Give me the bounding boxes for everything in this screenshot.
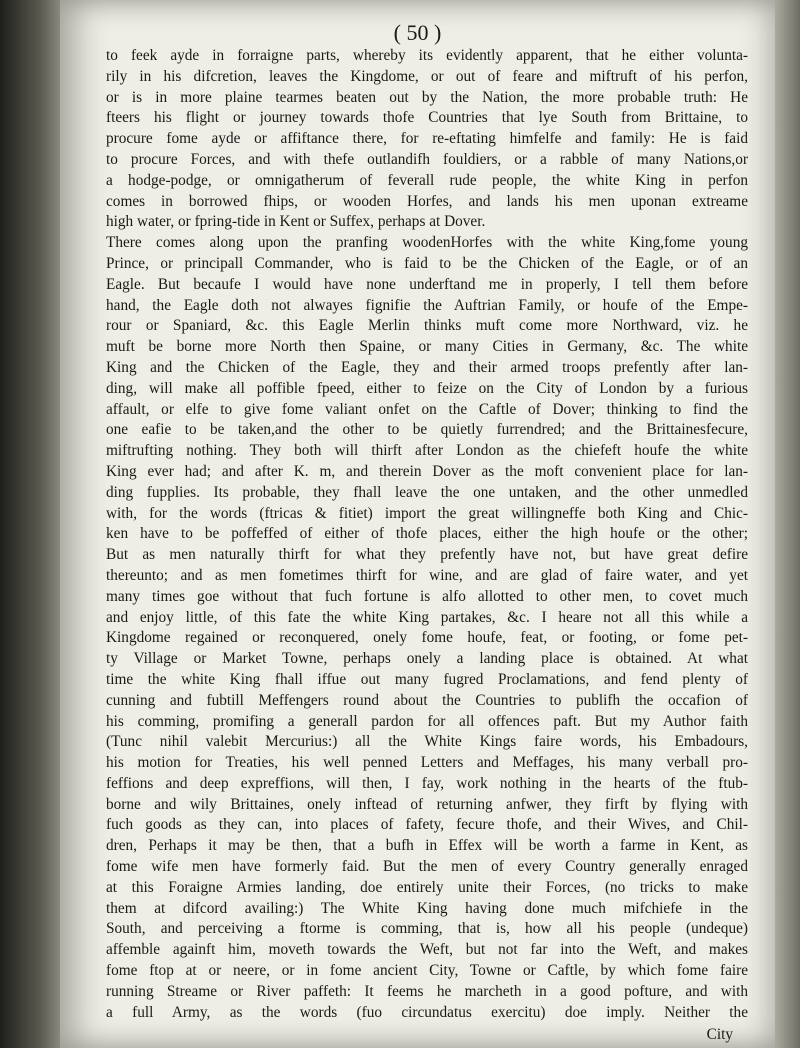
book-page [60, 0, 775, 1048]
text-line: at this Foraigne Armies landing, doe entirely unite their Forces, (no tricks to make [106, 878, 748, 896]
text-line: high water, or fpring-tide in Kent or Suffex, perhaps at Dover. [106, 213, 486, 231]
text-line: running Streame or River paffeth: It feems he marcheth in a good pofture, and with [106, 982, 748, 1000]
text-line: ding fupplies. Its probable, they fhall leave the one untaken, and the other unmedled [106, 483, 748, 501]
page-body-text [106, 46, 748, 1023]
text-line: time the white King fhall iffue out many fugred Proclamations, and fend plenty of [106, 670, 748, 688]
text-line: ken have to be poffeffed of either of thofe places, either the high houfe or the other; [106, 525, 748, 543]
text-line: thereunto; and as men fometimes thirft for wine, and are glad of faire water, and yet [106, 566, 748, 584]
text-line: rour or Spaniard, &c. this Eagle Merlin thinks muft come more Northward, viz. he [106, 317, 748, 335]
text-line: comes in borrowed fhips, or wooden Horfes, and lands his men uponan extreame [106, 192, 748, 210]
text-line: affault, or elfe to give fome valiant onfet on the Caftle of Dover; thinking to find the [106, 400, 748, 418]
text-line: Eagle. But becaufe I would have none underftand me in properly, I tell them before [106, 275, 748, 293]
text-line: Kingdome regained or reconquered, onely fome houfe, feat, or footing, or fome pet- [106, 629, 748, 647]
text-line: his motion for Treaties, his well penned Letters and Meffages, his many verball pro- [106, 754, 748, 772]
text-line: one eafie to be taken,and the other to be quietly furrendred; and the Brittainesfecure, [106, 421, 748, 439]
text-line: a full Army, as the words (fuo circundatus exercitu) doe imply. Neither the [106, 1003, 748, 1021]
text-line: fteers his flight or journey towards thofe Countries that lye South from Brittaine, to [106, 109, 748, 127]
text-line: But as men naturally thirft for what they prefently have not, but have great defire [106, 546, 748, 564]
text-line: many times goe without that fuch fortune is alfo allotted to other men, to covet much [106, 587, 748, 605]
text-line: muft be borne more North then Spaine, or many Cities in Germany, &c. The white [106, 338, 748, 356]
catchword: City [706, 1026, 733, 1043]
text-line: with, for the words (ftricas & fitiet) import the great willingneffe both King and Chic- [106, 504, 748, 522]
text-line: feffions and deep expreffions, will then, I fay, work nothing in the hearts of the ftub- [106, 774, 748, 792]
text-line: fuch goods as they can, into places of fafety, fecure thofe, and their Wives, and Chil- [106, 816, 748, 834]
text-line: King and the Chicken of the Eagle, they and their armed troops prefently after lan- [106, 358, 748, 376]
page-number: ( 50 ) [393, 20, 442, 45]
text-line: a hodge-podge, or omnigatherum of feverall rude people, the white King in perfon [106, 171, 748, 189]
text-line: to feek ayde in forraigne parts, whereby its evidently apparent, that he either volunta- [106, 47, 748, 64]
text-line: to procure Forces, and with thefe outlandifh fouldiers, or a rabble of many Nations,or [106, 150, 748, 168]
text-line: There comes along upon the pranfing woodenHorfes with the white King,fome young [106, 234, 748, 252]
text-line: procure fome ayde or affiftance there, for re-eftating himfelfe and family: He is faid [106, 130, 748, 148]
text-line: South, and perceiving a ftorme is comming, that is, how all his people (undeque) [106, 920, 748, 938]
text-line: rily in his difcretion, leaves the Kingdome, or out of feare and miftruft of his perfon, [106, 67, 748, 85]
text-line: fome wife men have formerly faid. But the men of every Country generally enraged [106, 858, 748, 876]
text-line: ty Village or Market Towne, perhaps onely a landing place is obtained. At what [106, 650, 748, 668]
text-line: King ever had; and after K. m, and therein Dover as the moft convenient place for lan- [106, 462, 748, 480]
text-line: fome ftop at or neere, or in fome ancient City, Towne or Caftle, by which fome faire [106, 962, 748, 980]
text-line: or is in more plaine tearmes beaten out by the Nation, the more probable truth: He [106, 88, 748, 106]
text-line: them at difcord availing:) The White King having done much mifchiefe in the [106, 899, 748, 917]
text-line: cunning and fubtill Meffengers round about the Countries to publifh the occafion of [106, 691, 748, 709]
text-line: and enjoy little, of this fate the white King partakes, &c. I heare not all this while a [106, 608, 748, 626]
text-line: hand, the Eagle doth not alwayes fignifie the Auftrian Family, or houfe of the Empe- [106, 296, 748, 314]
text-line: affemble againft him, moveth towards the Weft, but not far into the Weft, and makes [106, 941, 748, 959]
text-line: his comming, promifing a generall pardon for all offences paft. But my Author faith [106, 712, 748, 730]
text-line: miftrufting nothing. They both will thirft after London as the chiefeft houfe the white [106, 442, 748, 460]
text-line: dren, Perhaps it may be then, that a bufh in Effex will be worth a farme in Kent, as [106, 837, 748, 855]
text-line: borne and wily Brittaines, onely inftead of returning anfwer, they firft by flying with [106, 795, 748, 813]
text-line: (Tunc nihil valebit Mercurius:) all the White Kings faire words, his Embadours, [106, 733, 748, 751]
text-line: Prince, or principall Commander, who is faid to be the Chicken of the Eagle, or of an [106, 254, 748, 272]
text-line: ding, will make all poffible fpeed, either to feize on the City of London by a furious [106, 379, 748, 397]
